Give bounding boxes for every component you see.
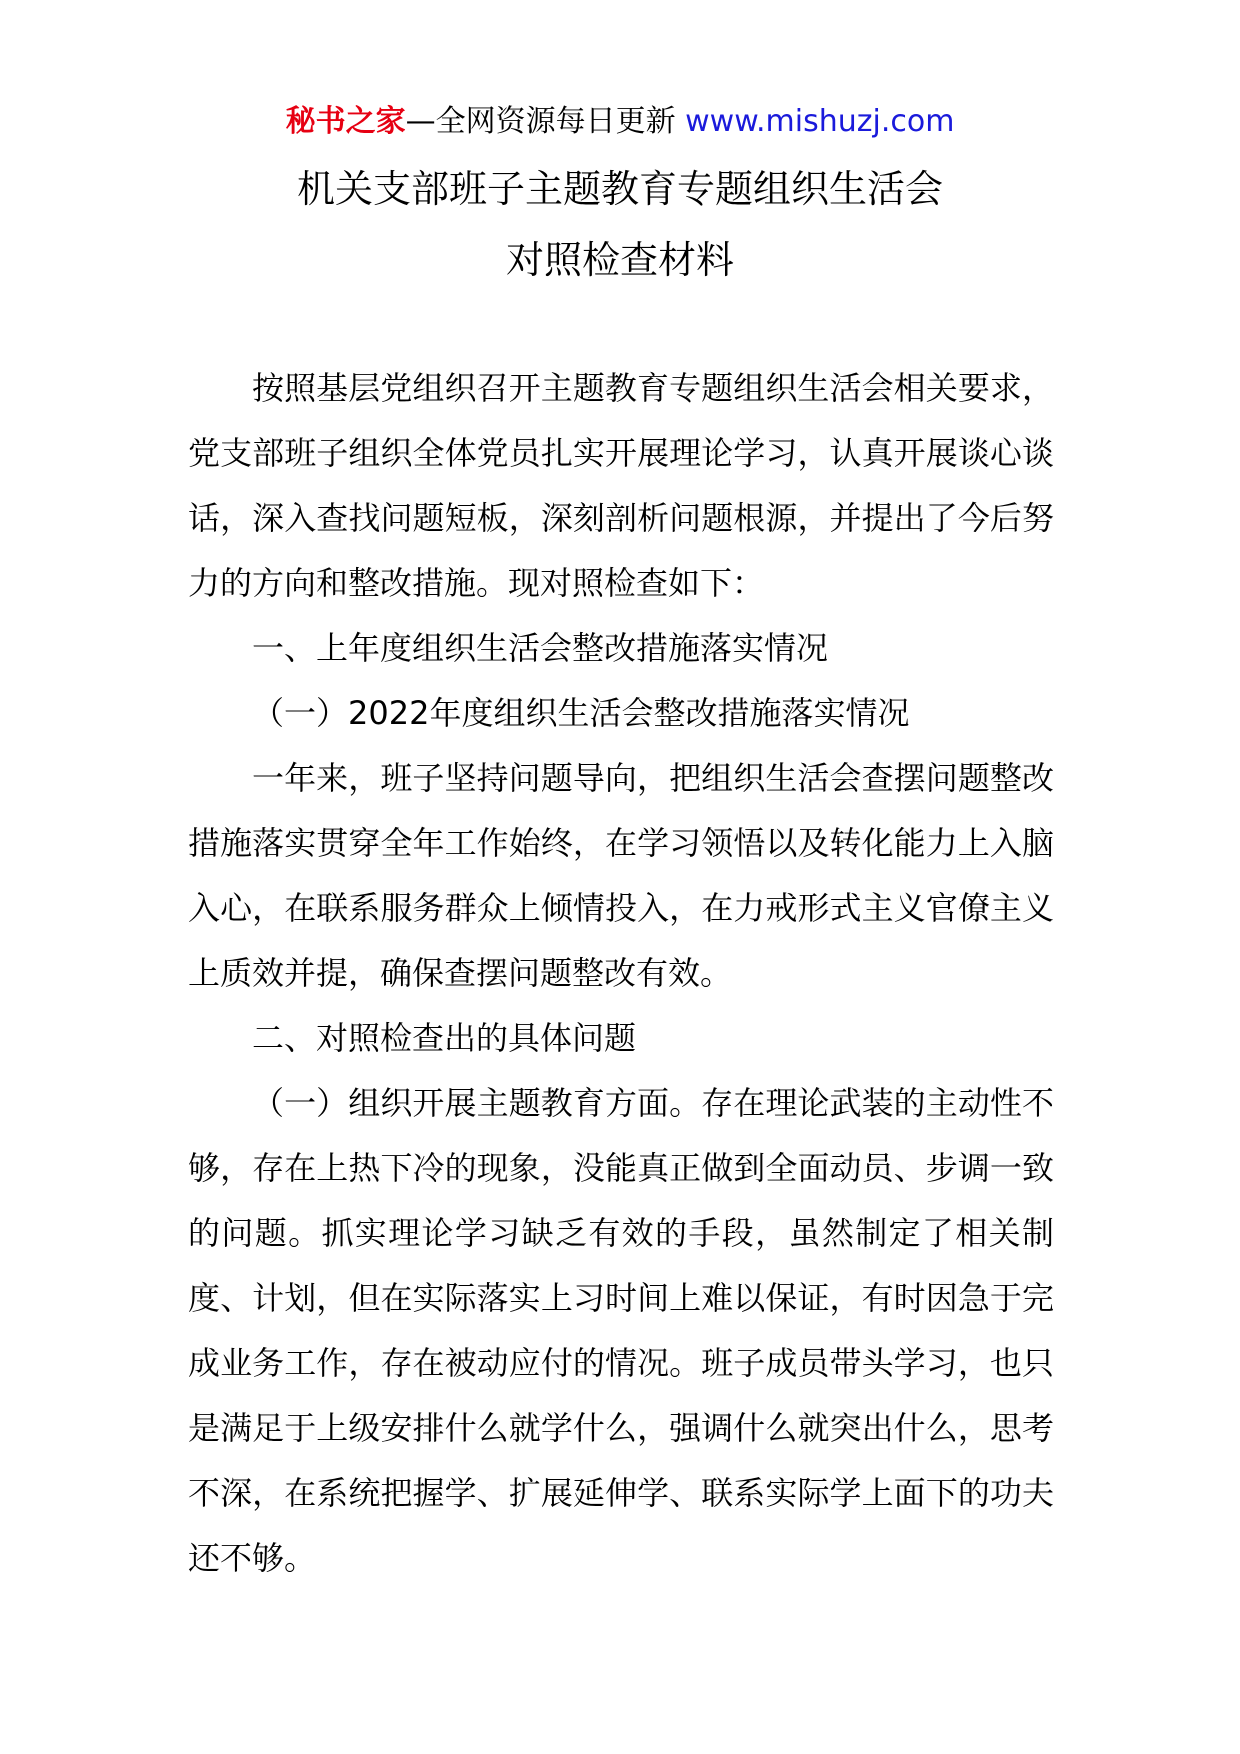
section-1-paragraph: 一年来，班子坚持问题导向，把组织生活会查摆问题整改措施落实贯穿全年工作始终，在学习领悟以及转化能力上入脑入心，在联系服务群众上倾情投入，在力戒形式主义官僚主义上质效并提，确保查摆问题整改有效。 — [188, 759, 1054, 992]
intro-paragraph: 按照基层党组织召开主题教育专题组织生活会相关要求，党支部班子组织全体党员扎实开展理论学习，认真开展谈心谈话，深入查找问题短板，深刻剖析问题根源，并提出了今后努力的方向和整改措施。现对照检查如下： — [188, 369, 1054, 602]
document-title-line-2: 对照检查材料 — [505, 238, 734, 282]
document-body — [188, 356, 1054, 1591]
subsection-heading-1-1: （一）2022年度组织生活会整改措施落实情况 — [252, 694, 910, 732]
section-2-paragraph: （一）组织开展主题教育方面。存在理论武装的主动性不够，存在上热下冷的现象，没能真正做到全面动员、步调一致的问题。抓实理论学习缺乏有效的手段，虽然制定了相关制度、计划，但在实际落实上习时间上难以保证，有时因急于完成业务工作，存在被动应付的情况。班子成员带头学习，也只是满足于上级安排什么就学什么，强调什么就突出什么，思考不深，在系统把握学、扩展延伸学、联系实际学上面下的功夫还不够。 — [188, 1084, 1054, 1577]
brand-name: 秘书之家 — [285, 104, 406, 139]
section-heading-1: 一、上年度组织生活会整改措施落实情况 — [252, 629, 829, 667]
header-tagline: —全网资源每日更新 — [405, 104, 676, 139]
section-heading-2: 二、对照检查出的具体问题 — [252, 1019, 637, 1057]
watermark-header — [0, 100, 1240, 144]
document-title-line-1: 机关支部班子主题教育专题组织生活会 — [296, 167, 943, 211]
site-url-link[interactable]: www.mishuzj.com — [685, 104, 955, 139]
